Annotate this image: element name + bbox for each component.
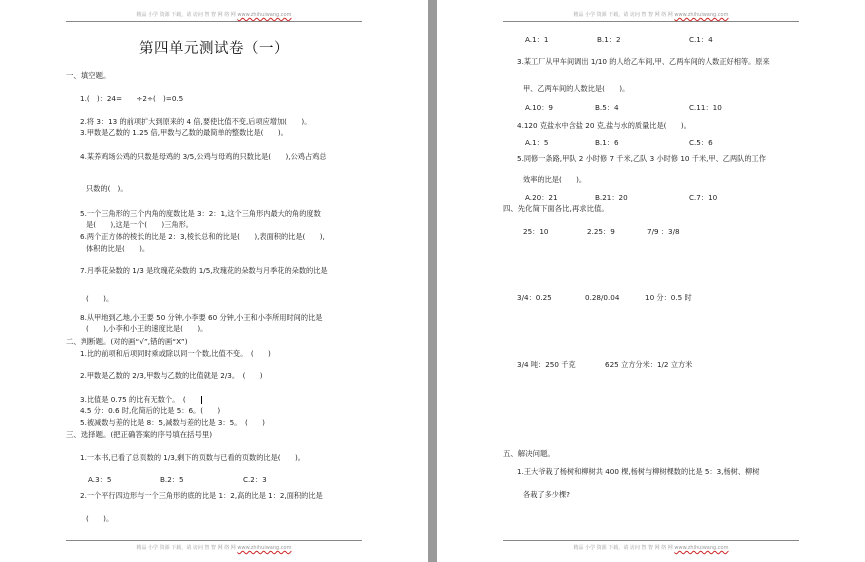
ratio-item: 625 立方分米：1/2 立方米 — [605, 360, 693, 369]
ratio-item: 2.25：9 — [587, 227, 615, 236]
question-text: ( ),小李和小王的速度比是( )。 — [86, 324, 208, 333]
option-a: A.1：5 — [525, 138, 549, 147]
question-text: 4.120 克盐水中含盐 20 克,盐与水的质量比是( )。 — [517, 121, 691, 130]
option-b: B.1：6 — [595, 138, 619, 147]
option-b: B.2：5 — [160, 475, 184, 484]
question-text: 甲、乙两车间的人数比是( )。 — [523, 84, 630, 93]
page-footer — [66, 540, 362, 551]
option-c: C.5：6 — [689, 138, 713, 147]
ratio-item: 3/4 吨：250 千克 — [517, 360, 576, 369]
question-text: 1.王大爷栽了杨树和柳树共 400 棵,杨树与柳树棵数的比是 5：3,杨树、柳树 — [517, 467, 760, 476]
page-header — [503, 11, 799, 22]
question-text: ( )。 — [86, 294, 114, 303]
question-text: 只数的( )。 — [86, 184, 128, 193]
question-text: 是( ),这是一个( )三角形。 — [86, 220, 193, 229]
ratio-item: 10 分：0.5 时 — [645, 293, 692, 302]
ratio-item: 7/9 ：3/8 — [647, 227, 680, 236]
question-text: 4.某养鸡场公鸡的只数是母鸡的 3/5,公鸡与母鸡的只数比是( ),公鸡占鸡总 — [80, 152, 327, 161]
option-b: B.1：2 — [597, 35, 621, 44]
question-text: 1.( )：24= ÷2÷( )=0.5 — [80, 94, 184, 103]
option-b: B.5：4 — [595, 103, 619, 112]
question-text: 5.一个三角形的三个内角的度数比是 3：2：1,这个三角形内最大的角的度数 — [80, 209, 321, 218]
section-heading: 三、选择题。(把正确答案的序号填在括号里) — [66, 430, 213, 439]
question-text: 4.5 分：0.6 时,化简后的比是 5：6。( ) — [80, 406, 221, 415]
option-c: C.1：4 — [689, 35, 713, 44]
section-heading: 一、填空题。 — [66, 71, 111, 80]
section-heading: 二、判断题。(对的画“√”,错的画“X”) — [66, 337, 188, 346]
option-c: C.7：10 — [689, 193, 718, 202]
question-text: 6.两个正方体的棱长的比是 2：3,棱长总和的比是( ),表面积的比是( ), — [80, 232, 325, 241]
question-text: 2.将 3：13 的前项扩大到原来的 4 倍,要使比值不变,后项应增加( )。 — [80, 117, 312, 126]
option-a: A.3：5 — [88, 475, 112, 484]
question-text: 1.一本书,已看了总页数的 1/3,剩下的页数与已看的页数的比是( )。 — [80, 453, 305, 462]
header-site: www.zhihuiwang.com — [674, 12, 729, 18]
option-c: C.2：3 — [243, 475, 267, 484]
question-text: 3.甲数是乙数的 1.25 倍,甲数与乙数的最简单的整数比是( )。 — [80, 128, 288, 137]
question-text: 3.某工厂从甲车间调出 1/10 的人给乙车间,甲、乙两车间的人数正好相等。原来 — [517, 57, 770, 66]
footer-site: www.zhihuiwang.com — [237, 545, 292, 551]
document-page-left — [0, 0, 428, 562]
ratio-item: 3/4：0.25 — [517, 293, 552, 302]
text-cursor — [201, 396, 202, 404]
header-site: www.zhihuiwang.com — [237, 12, 292, 18]
ratio-item: 25：10 — [523, 227, 549, 236]
header-text: 精品 小学 资源 下载，请 访问 智 智 网 络 网 — [573, 12, 673, 18]
footer-text: 精品 小学 资源 下载，请 访问 智 智 网 络 网 — [136, 545, 236, 551]
question-text: 体积的比是( )。 — [86, 244, 150, 253]
page-title: 第四单元测试卷（一） — [139, 41, 289, 57]
option-a: A.20：21 — [525, 193, 558, 202]
page-footer — [503, 540, 799, 551]
footer-text: 精品 小学 资源 下载，请 访问 智 智 网 络 网 — [573, 545, 673, 551]
question-text: 5.同修一条路,甲队 2 小时修 7 千米,乙队 3 小时修 10 千米,甲、乙两队的工作 — [517, 154, 766, 163]
question-text: 5.被减数与差的比是 8：5,减数与差的比是 3：5。 ( ) — [80, 418, 265, 427]
question-text: ( )。 — [86, 514, 114, 523]
question-text: 3.比值是 0.75 的比有无数个。 ( — [80, 395, 201, 404]
question-text: 各栽了多少棵? — [523, 490, 570, 499]
option-c: C.11：10 — [689, 103, 722, 112]
section-heading: 五、解决问题。 — [503, 449, 555, 458]
header-text: 精品 小学 资源 下载，请 访问 智 智 网 络 网 — [136, 12, 236, 18]
footer-site: www.zhihuiwang.com — [674, 545, 729, 551]
section-heading: 四、先化简下面各比,再求比值。 — [503, 204, 609, 213]
document-page-right — [437, 0, 865, 562]
option-a: A.1：1 — [525, 35, 549, 44]
question-text: 效率的比是( )。 — [523, 175, 587, 184]
question-text: 2.一个平行四边形与一个三角形的底的比是 1：2,高的比是 1：2,面积的比是 — [80, 491, 323, 500]
page-header — [66, 11, 362, 22]
option-a: A.10：9 — [525, 103, 553, 112]
ratio-item: 0.28/0.04 — [585, 293, 620, 302]
question-text: 7.月季花朵数的 1/3 是玫瑰花朵数的 1/5,玫瑰花的朵数与月季花的朵数的比是 — [80, 266, 328, 275]
option-b: B.21：20 — [595, 193, 628, 202]
question-text: 8.从甲地到乙地,小王要 50 分钟,小李要 60 分钟,小王和小李所用时间的比是 — [80, 313, 323, 322]
question-text: 1.比的前项和后项同时乘或除以同一个数,比值不变。 ( ) — [80, 349, 271, 358]
question-text: 2.甲数是乙数的 2/3,甲数与乙数的比值就是 2/3。 ( ) — [80, 371, 263, 380]
